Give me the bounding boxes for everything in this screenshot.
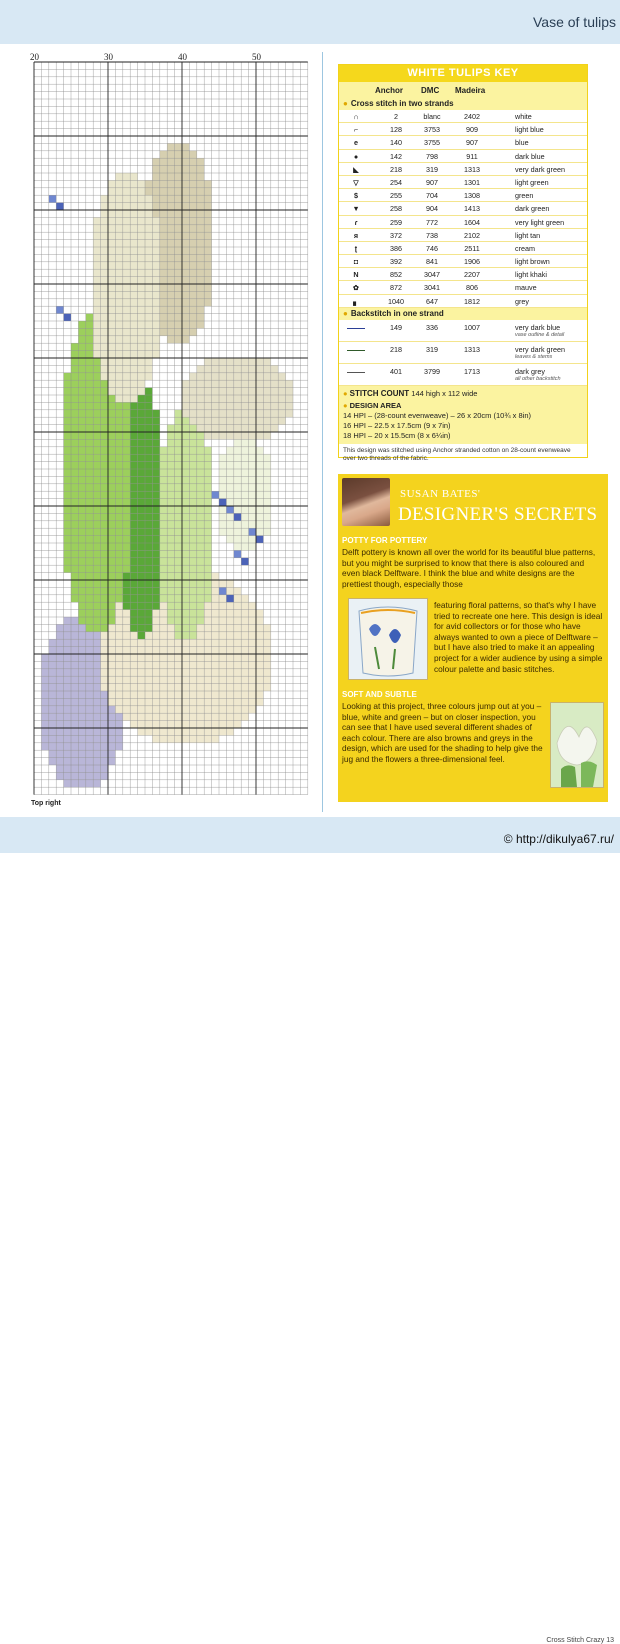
col-anchor: Anchor <box>375 86 403 95</box>
colour-name: light green <box>515 177 549 187</box>
key-row <box>339 295 587 308</box>
stitch-symbol: ◣ <box>353 164 359 174</box>
key-row <box>339 255 587 268</box>
dmc-code: 3041 <box>424 283 440 293</box>
anchor-code: 852 <box>390 270 402 280</box>
backstitch-line-swatch <box>347 328 365 329</box>
dmc-code: 841 <box>426 257 438 267</box>
cross-stitch-chart <box>30 52 310 797</box>
backstitch-row <box>339 364 587 386</box>
colour-name: dark grey <box>515 366 545 376</box>
key-row <box>339 150 587 163</box>
stitch-symbol: N <box>353 270 359 280</box>
key-row <box>339 229 587 242</box>
tulip-closeup-photo <box>550 702 604 788</box>
anchor-code: 386 <box>390 243 402 253</box>
backstitch-row <box>339 320 587 342</box>
dmc-code: 738 <box>426 230 438 240</box>
madeira-code: 1906 <box>464 257 480 267</box>
key-row <box>339 136 587 149</box>
anchor-code: 2 <box>394 112 398 121</box>
colour-name: light khaki <box>515 270 547 280</box>
section-heading: POTTY FOR POTTERY <box>342 536 428 545</box>
backstitch-line-swatch <box>347 350 365 351</box>
madeira-code: 1313 <box>464 164 480 174</box>
column-number-label: 50 <box>252 52 261 62</box>
backstitch-heading: ● Backstitch in one strand <box>339 308 587 320</box>
key-row <box>339 242 587 255</box>
divider-line <box>322 52 323 812</box>
backstitch-note: leaves & stems <box>515 353 553 360</box>
colour-name: light tan <box>515 230 541 240</box>
section-heading: SOFT AND SUBTLE <box>342 690 417 699</box>
column-number-label: 30 <box>104 52 113 62</box>
secrets-title: DESIGNER'S SECRETS <box>398 504 598 525</box>
colour-name: light brown <box>515 257 550 267</box>
designers-secrets-panel <box>338 474 608 802</box>
design-area: ● DESIGN AREA 14 HPI – (28-count evenweave) – 26 x 20cm (10¾ x 8in) 16 HPI – 22.5 x 17.5cm (9 x 7in) 18 HPI – 20 x 15.5cm (8 x 6¼in) <box>339 401 587 444</box>
stitch-symbol: ∩ <box>353 112 359 121</box>
stitch-symbol: ✿ <box>352 283 360 293</box>
madeira-code: 2402 <box>464 112 480 121</box>
key-title: WHITE TULIPS KEY <box>339 65 587 82</box>
stitch-symbol: ▽ <box>353 177 359 187</box>
col-madeira: Madeira <box>455 86 486 95</box>
anchor-code: 218 <box>390 344 402 354</box>
anchor-code: 1040 <box>388 296 404 306</box>
anchor-code: 372 <box>390 230 402 240</box>
colour-name: dark green <box>515 204 550 214</box>
dmc-code: 3755 <box>424 138 440 148</box>
dmc-code: blanc <box>423 112 441 121</box>
key-row <box>339 281 587 294</box>
key-row <box>339 202 587 215</box>
backstitch-note: vase outline & detail <box>515 331 565 338</box>
stitch-symbol: ʈ <box>354 243 358 253</box>
stitch-symbol: ɾ <box>354 217 358 227</box>
colour-name: very dark green <box>515 344 565 354</box>
madeira-code: 909 <box>466 125 478 135</box>
magazine-page-id: Cross Stitch Crazy 13 <box>546 1637 614 1644</box>
key-column-headers <box>339 82 587 98</box>
design-area-line: 16 HPI – 22.5 x 17.5cm (9 x 7in) <box>343 420 451 430</box>
anchor-code: 255 <box>390 191 402 201</box>
column-number-label: 40 <box>178 52 187 62</box>
backstitch-note: all other backstitch <box>515 375 561 382</box>
stitch-key-table <box>338 64 588 463</box>
stitch-count: ● STITCH COUNT 144 high x 112 wide <box>339 386 587 401</box>
key-row <box>339 216 587 229</box>
stitch-symbol: e <box>354 138 358 148</box>
dmc-code: 772 <box>426 217 438 227</box>
key-row <box>339 176 587 189</box>
dmc-code: 904 <box>426 204 438 214</box>
colour-name: grey <box>515 296 529 306</box>
stitch-symbol: ◘ <box>353 257 359 267</box>
madeira-code: 1604 <box>464 217 480 227</box>
stitch-symbol: ▼ <box>352 204 360 214</box>
anchor-code: 392 <box>390 257 402 267</box>
anchor-code: 128 <box>390 125 402 135</box>
anchor-code: 218 <box>390 164 402 174</box>
design-area-line: 18 HPI – 20 x 15.5cm (8 x 6¼in) <box>343 430 451 440</box>
anchor-code: 259 <box>390 217 402 227</box>
cross-stitch-heading: ● Cross stitch in two strands <box>339 98 587 110</box>
madeira-code: 1007 <box>464 322 480 332</box>
dmc-code: 746 <box>426 243 438 253</box>
dmc-code: 798 <box>426 151 438 161</box>
dmc-code: 336 <box>426 322 438 332</box>
stitch-symbol: $ <box>354 191 358 201</box>
anchor-code: 258 <box>390 204 402 214</box>
chart-caption: Top right <box>31 800 61 807</box>
stitch-symbol: ▖ <box>353 296 359 306</box>
colour-name: blue <box>515 138 529 148</box>
stitch-symbol: ⌐ <box>353 125 359 135</box>
madeira-code: 1812 <box>464 296 480 306</box>
stitch-symbol: я <box>353 230 359 240</box>
colour-name: light blue <box>515 125 544 135</box>
page-title: Vase of tulips <box>532 14 616 30</box>
top-banner <box>0 0 620 44</box>
stitch-symbol: ● <box>353 151 359 161</box>
delft-jug-photo <box>348 598 428 680</box>
key-row <box>339 268 587 281</box>
key-row <box>339 163 587 176</box>
madeira-code: 806 <box>466 283 478 293</box>
design-area-line: 14 HPI – (28-count evenweave) – 26 x 20cm (10¾ x 8in) <box>343 410 532 420</box>
madeira-code: 1313 <box>464 344 480 354</box>
madeira-code: 2511 <box>464 243 480 253</box>
designer-photo <box>342 478 390 526</box>
colour-name: dark blue <box>515 151 545 161</box>
dmc-code: 704 <box>426 191 438 201</box>
bottom-banner <box>0 817 620 1644</box>
anchor-code: 401 <box>390 366 402 376</box>
section-text: Delft pottery is known all over the world for its beautiful blue patterns, but you might be surprised to know that there is also coloured and even black Delftware. I think the blue and white designs are the prettiest though, especially those <box>342 547 596 589</box>
madeira-code: 2102 <box>464 230 480 240</box>
col-dmc: DMC <box>421 86 440 95</box>
anchor-code: 149 <box>390 322 402 332</box>
colour-name: very light green <box>515 217 565 227</box>
madeira-code: 2207 <box>464 270 480 280</box>
dmc-code: 647 <box>426 296 438 306</box>
madeira-code: 1413 <box>464 204 480 214</box>
dmc-code: 319 <box>426 344 438 354</box>
dmc-code: 3047 <box>424 270 440 280</box>
madeira-code: 1713 <box>464 366 480 376</box>
column-number-label: 20 <box>30 52 39 62</box>
backstitch-row <box>339 342 587 364</box>
madeira-code: 911 <box>466 151 478 161</box>
anchor-code: 872 <box>390 283 402 293</box>
key-row <box>339 110 587 123</box>
designer-name: SUSAN BATES' <box>400 488 481 500</box>
watermark-url: © http://dikulya67.ru/ <box>503 832 614 846</box>
anchor-code: 142 <box>390 151 402 161</box>
colour-name: mauve <box>515 283 537 293</box>
madeira-code: 1301 <box>464 177 480 187</box>
madeira-code: 1308 <box>464 191 480 201</box>
dmc-code: 319 <box>426 164 438 174</box>
anchor-code: 140 <box>390 138 402 148</box>
colour-name: white <box>515 112 532 121</box>
key-footnote: This design was stitched using Anchor stranded cotton on 28-count evenweave over two threads of the fabric. <box>343 446 571 463</box>
section-text: Looking at this project, three colours jump out at you – blue, white and green – but on closer inspection, you can see that I have used several different shades of each colour. There are also browns and greys in the design, which are used for the shading to help give the jug and the flowers a three-dimensional feel. <box>342 701 543 764</box>
dmc-code: 907 <box>426 177 438 187</box>
anchor-code: 254 <box>390 177 402 187</box>
dmc-code: 3799 <box>424 366 440 376</box>
key-row <box>339 123 587 136</box>
colour-name: very dark blue <box>515 322 561 332</box>
backstitch-line-swatch <box>347 372 365 373</box>
colour-name: very dark green <box>515 164 565 174</box>
madeira-code: 907 <box>466 138 478 148</box>
colour-name: green <box>515 191 534 201</box>
section-text: featuring floral patterns, so that's why I have tried to recreate one here. This design is ideal for avid collectors or for those who have always wanted to own a piece of Delftware – but I have also tried to make it an appealing project for a wider audience by using a simple colour palette and basic stitches. <box>434 600 603 674</box>
key-row <box>339 189 587 202</box>
dmc-code: 3753 <box>424 125 440 135</box>
colour-name: cream <box>515 243 535 253</box>
